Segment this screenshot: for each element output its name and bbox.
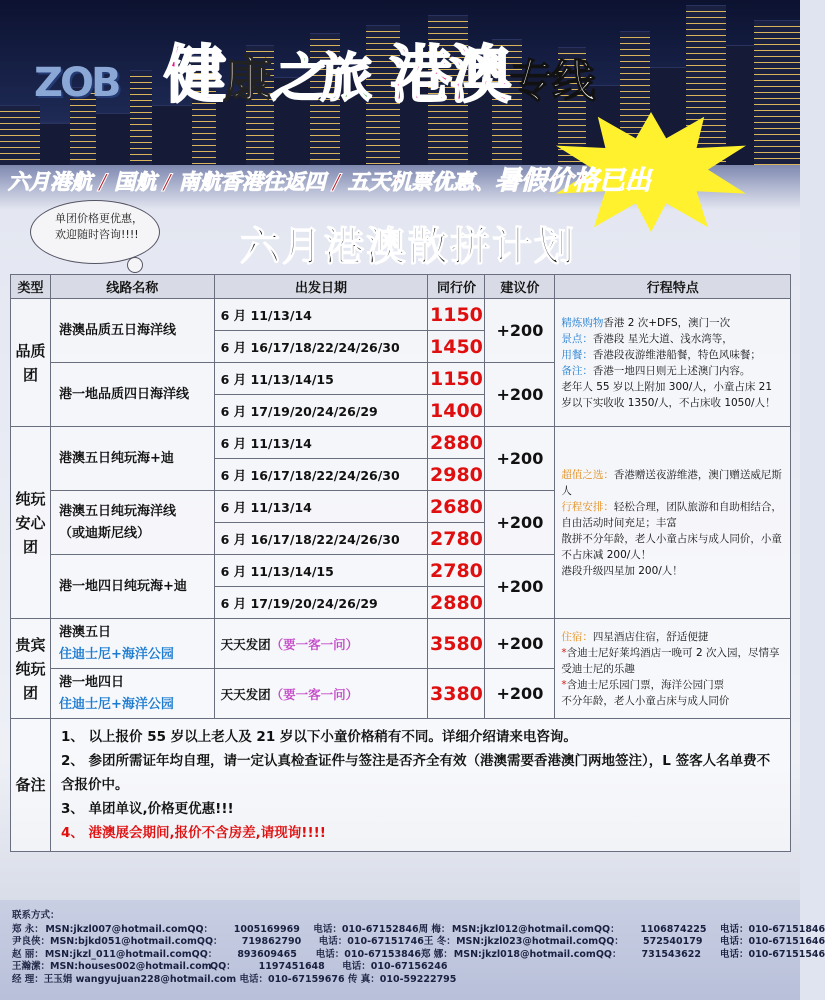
contact-row [12,936,825,949]
feature-label: 超值之选： [561,468,614,481]
feature-label: 备注： [561,364,593,377]
contact-row [12,923,825,937]
route-name [50,363,214,427]
date-note: （要一客一问） [270,686,359,702]
date-text: 6 月 16/17/18/22/24/26/30 [220,339,400,355]
feature-line [561,693,784,709]
feature-line [561,363,784,379]
contact-cell: QQ： [598,936,624,947]
contact-cell: 电话：010-67151746 [318,936,424,947]
contact-cell: 电话：010-67151646 [720,936,825,947]
feature-text: 含迪士尼乐园门票，海洋公园门票 [566,678,725,691]
logo: ZOB [34,60,119,106]
peer-price: 3580 [428,619,485,669]
contact-cell: MSN:bjkd051@hotmail.com [50,936,197,947]
feature-line [561,645,784,677]
route-title: 港澳五日纯玩海洋线 [58,503,176,519]
route-name [50,427,214,491]
contact-cell: MSN:jkzl023@hotmail.com [456,936,599,947]
contact-row [12,961,788,974]
contact-cell: QQ： [187,923,214,935]
feature-text: 散拼不分年龄，老人小童占床与成人同价，小童不占床减 200/人！ [561,532,782,561]
contact-cell: QQ： [191,948,218,960]
route-title: 港一地四日纯玩海+迪 [58,578,187,594]
contact-cell: 尹良侠： [12,936,51,947]
route-title: 港一地四日 [58,674,124,690]
feature-text: 老年人 55 岁以上附加 300/人，小童占床 21 岁以下实收收 1350/人，不占床收 1050/人！ [561,380,776,409]
suggested-price: +200 [485,427,555,491]
feature-text: 香港段 星光大道、浅水湾等， [592,332,733,345]
date-text: 6 月 11/13/14/15 [220,371,334,387]
group-features [555,619,791,719]
feature-line [561,467,784,499]
contact-cell: 电话：010-67151846 [720,923,825,935]
note-item: 3、 单团单议,价格更优惠!!! [60,801,234,817]
date-text: 6 月 17/19/20/24/26/29 [220,403,378,419]
notes-label: 备注 [11,719,51,852]
contact-cell [447,961,482,974]
feature-text: 港段升级四星加 200/人！ [561,564,683,577]
contact-cell: QQ： [595,948,622,960]
group-features [555,299,791,427]
peer-price: 1400 [428,395,485,427]
peer-price: 2680 [428,491,485,523]
table-header-row [11,275,791,299]
contact-cell: 电话：010-67156246 [342,961,448,972]
header-peer-price: 同行价 [428,275,485,299]
header-type: 类型 [11,275,51,299]
route-title: 港澳品质五日海洋线 [58,322,176,338]
departure-date [214,427,428,459]
date-text: 6 月 11/13/14 [220,435,312,451]
feature-label: 用餐： [561,348,593,361]
note-item: 4、 港澳展会期间,报价不含房差,请现询!!!! [60,825,326,841]
feature-label: * [561,678,567,691]
feature-line [561,531,784,563]
feature-label: 行程安排： [561,500,614,513]
header-route: 线路名称 [50,275,214,299]
feature-text: 香港一地四日则无上述澳门内容。 [592,364,751,377]
peer-price: 2980 [428,459,485,491]
date-text: 6 月 11/13/14/15 [220,563,334,579]
plan-subtitle: 六月港澳散拼计划 [240,224,576,270]
date-text: 6 月 16/17/18/22/24/26/30 [220,467,400,483]
date-text: 天天发团 [220,686,271,702]
departure-date [214,555,428,587]
contact-cell: QQ： [196,936,223,947]
group-type: 品质团 [11,299,51,427]
feature-text: 轻松合理，团队旅游和自助相结合，自由活动时间充足；丰富 [561,500,782,529]
contact-cell: MSN:houses002@hotmail.com [50,961,212,972]
route-name [50,619,214,669]
route-title: 港澳五日 [58,624,111,640]
contact-cell: QQ： [210,961,236,972]
date-text: 6 月 17/19/20/24/26/29 [220,595,378,611]
table-row [11,299,791,331]
contact-cell: 电话：010-67153846 [315,948,421,960]
feature-line [561,499,784,531]
feature-text: 香港 2 次+DFS，澳门一次 [603,316,731,329]
contact-cell: 赵 丽： [12,948,44,960]
departure-date [214,523,428,555]
date-text: 天天发团 [220,636,271,652]
departure-date [214,587,428,619]
contact-cell: 731543622 [641,948,702,960]
table-row [11,427,791,459]
route-subtitle: 住迪士尼+海洋公园 [58,646,174,662]
header-features: 行程特点 [555,275,791,299]
contact-cell: 572540179 [642,936,703,947]
contact-cell [604,961,653,974]
contact-cell: MSN:jkzl018@hotmail.com [453,948,596,960]
departure-date [214,491,428,523]
feature-line [561,677,784,693]
peer-price: 2780 [428,523,485,555]
contact-cell: 郑 永： [12,923,44,935]
route-name [50,491,214,555]
suggested-price: +200 [485,299,555,363]
route-name [50,669,214,719]
suggested-price: +200 [485,619,555,669]
feature-text: 含迪士尼好莱坞酒店一晚可 2 次入园，尽情享受迪士尼的乐趣 [561,646,780,675]
header-suggested-price: 建议价 [485,275,555,299]
feature-label: * [561,646,567,659]
feature-line [561,331,784,347]
contact-cell [482,961,604,974]
suggested-price: +200 [485,555,555,619]
peer-price: 2880 [428,587,485,619]
contact-row [12,948,825,962]
notes-content [50,719,790,852]
peer-price: 1450 [428,331,485,363]
itinerary-table [10,274,791,852]
contact-cell: 郑 娜： [420,948,453,960]
contact-cell: 周 梅： [418,923,451,935]
suggested-price: +200 [485,669,555,719]
header-date: 出发日期 [214,275,428,299]
peer-price: 2780 [428,555,485,587]
route-subtitle: 住迪士尼+海洋公园 [58,696,174,712]
group-type: 纯玩安心团 [11,427,51,619]
contact-cell: 719862790 [241,936,302,947]
contact-footer [0,900,825,1000]
contact-cell: 1106874225 [640,923,707,935]
suggested-price: +200 [485,363,555,427]
contact-cell: QQ： [593,923,620,935]
feature-label: 住宿： [561,630,593,643]
contact-cell: 1197451648 [258,961,325,972]
peer-price: 2880 [428,427,485,459]
note-item: 2、 参团所需证年均自理，请一定认真检查证件与签注是否齐全有效（港澳需要香港澳门两地签注），L 签客人名单费不含报价中。 [60,753,771,793]
feature-text: 香港段夜游维港船餐，特色风味餐； [592,348,761,361]
feature-line [561,347,784,363]
note-item: 1、 以上报价 55 岁以上老人及 21 岁以下小童价格稍有不同。详细介绍请来电咨询。 [60,729,577,745]
peer-price: 1150 [428,299,485,331]
contact-cell: 1005169969 [233,923,300,935]
table-row [11,619,791,669]
date-note: （要一客一问） [270,636,359,652]
feature-label: 精炼购物 [561,316,604,329]
contact-cell: 893609465 [237,948,297,960]
feature-label: 景点： [561,332,593,345]
contact-cell: 王瀚潆： [12,961,51,972]
departure-date [214,619,428,669]
route-subtitle: （或迪斯尼线） [58,525,150,541]
feature-line [561,563,784,579]
feature-text: 香港赠送夜游维港，澳门赠送威尼斯人 [561,468,782,497]
departure-date [214,299,428,331]
departure-date [214,459,428,491]
date-text: 6 月 11/13/14 [220,307,312,323]
route-title: 港澳五日纯玩海+迪 [58,450,174,466]
suggested-price: +200 [485,491,555,555]
contact-cell: 电话：010-67152846 [313,923,419,935]
route-name [50,555,214,619]
feature-line [561,629,784,645]
feature-line [561,315,784,331]
group-type: 贵宾纯玩团 [11,619,51,719]
departure-date [214,395,428,427]
contact-cell: 王 冬： [423,936,456,947]
departure-date [214,331,428,363]
contact-cell: 电话：010-67151546 [720,948,825,960]
contact-cell: MSN:jkzl_011@hotmail.com [44,948,192,960]
page-title: 健康之旅 港澳专线 [164,38,594,111]
peer-price: 1150 [428,363,485,395]
feature-text: 不分年龄，老人小童占床与成人同价 [561,694,730,707]
contact-heading: 联系方式： [12,910,60,921]
group-features [555,427,791,619]
contact-cell [653,961,737,974]
manager-contact: 经 理：王玉娟 wangyujuan228@hotmail.com 电话：010-67159676 传 真：010-59222795 [12,973,457,985]
feature-text: 四星酒店住宿，舒适便捷 [592,630,709,643]
departure-date [214,363,428,395]
date-text: 6 月 16/17/18/22/24/26/30 [220,531,400,547]
contact-cell: MSN:jkzl007@hotmail.com [45,923,188,935]
date-text: 6 月 11/13/14 [220,499,312,515]
route-title: 港一地品质四日海洋线 [58,386,189,402]
summer-price-highlight: 暑假价格已出 [494,166,651,196]
contact-cell [736,961,788,974]
promo-banner: 六月港航 / 国航 / 南航香港往返四 / 五天机票优惠、暑假价格已出 [8,166,651,196]
notes-row [11,719,791,852]
contact-cell: MSN:jkzl012@hotmail.com [451,923,594,935]
feature-line [561,379,784,411]
peer-price: 3380 [428,669,485,719]
speech-bubble: 单团价格更优惠，欢迎随时咨询!!!! [30,200,160,264]
route-name [50,299,214,363]
departure-date [214,669,428,719]
